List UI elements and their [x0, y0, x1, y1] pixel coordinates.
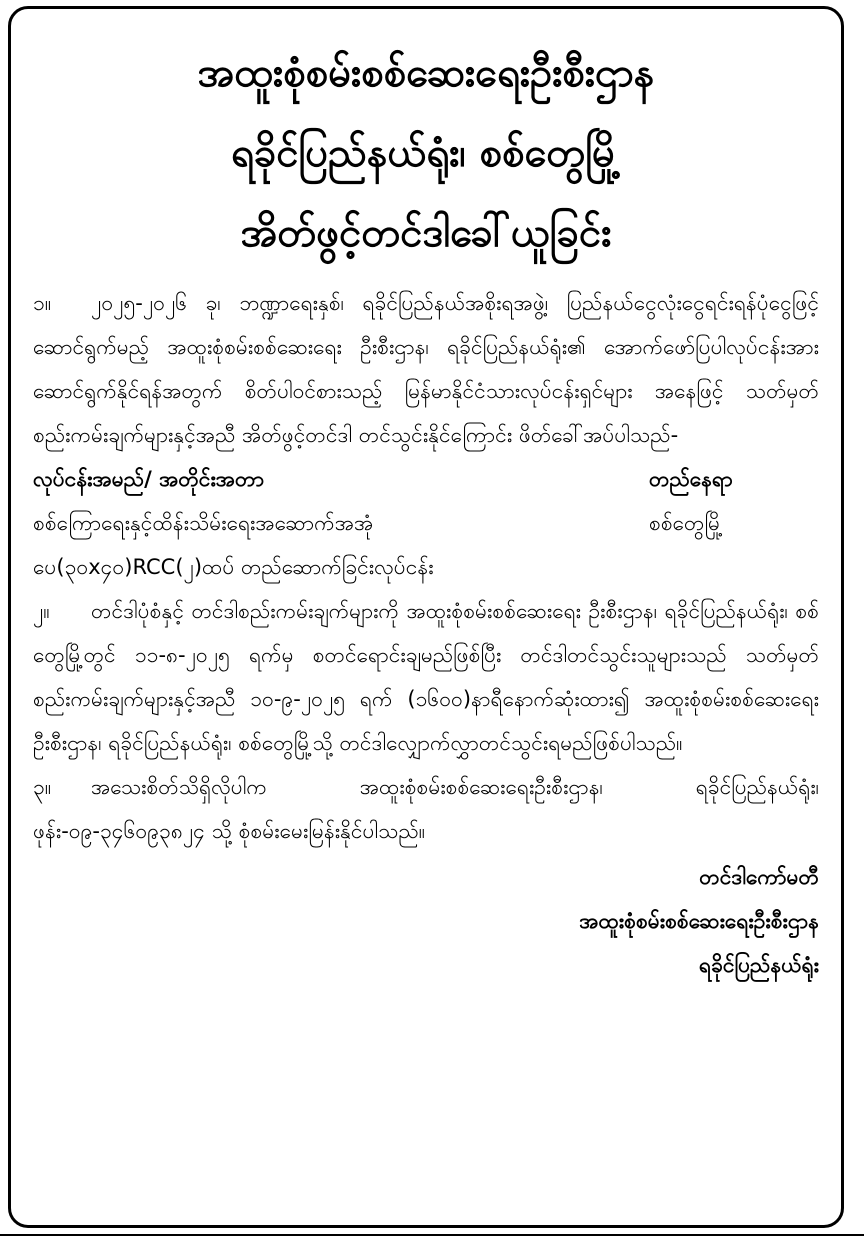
work-table-header: [33, 457, 819, 501]
bottom-divider: [0, 1234, 864, 1236]
paragraph-1-number: ၁။: [33, 291, 52, 315]
paragraph-2-number: ၂။: [33, 599, 50, 623]
notice-body: [33, 281, 819, 987]
paragraph-1: [33, 281, 819, 457]
notice-headline-line3: အိတ်ဖွင့်တင်ဒါခေါ်ယူခြင်း: [240, 210, 612, 256]
signature-office: ရခိုင်ပြည်နယ်ရုံး: [699, 953, 819, 977]
paragraph-2-text: တင်ဒါပုံစံနှင့် တင်ဒါစည်းကမ်းချက်များကို အထူးစုံစမ်းစစ်ဆေးရေး ဦးစီးဌာန၊ ရခိုင်ပြည်နယ်ရုံး၊ စစ်တွေမြို့တွင် ၁၁-၈-၂၀၂၅ ရက်မှ စတင်ရောင်းချမည်ဖြစ်ပြီး တင်ဒါတင်သွင်းသူများသည် သတ်မှတ်စည်းကမ်းချက်များနှင့်အညီ ၁၀-၉-၂၀၂၅ ရက် (၁၆၀၀)နာရီနောက်ဆုံးထား၍ အထူးစုံစမ်းစစ်ဆေးရေးဦးစီးဌာန၊ ရခိုင်ပြည်နယ်ရုံး၊ စစ်တွေမြို့သို့ တင်ဒါလျှောက်လွှာတင်သွင်းရမည်ဖြစ်ပါသည်။: [33, 599, 819, 755]
work-table-row: [33, 501, 819, 545]
paragraph-2: [33, 589, 819, 765]
work-name-header: လုပ်ငန်းအမည်/ အတိုင်းအတာ: [33, 467, 265, 491]
work-location: စစ်တွေမြို့: [649, 511, 724, 535]
paragraph-3-number: ၃။: [33, 775, 52, 799]
signature-block: [33, 855, 819, 987]
notice-headline-line1: အထူးစုံစမ်းစစ်ဆေးရေးဦးစီးဌာန: [197, 50, 655, 96]
paragraph-3: [33, 765, 819, 853]
work-name-line2: ပေ(၃၀x၄၀)RCC(၂)ထပ် တည်ဆောက်ခြင်းလုပ်ငန်း: [33, 555, 434, 579]
signature-committee: တင်ဒါကော်မတီ: [699, 865, 819, 889]
paragraph-1-text: ၂၀၂၅-၂၀၂၆ ခု၊ ဘဏ္ဍာရေးနှစ်၊ ရခိုင်ပြည်နယ်အစိုးရအဖွဲ့၊ ပြည်နယ်ငွေလုံးငွေရင်းရန်ပုံငွေဖြင့် ဆောင်ရွက်မည့် အထူးစုံစမ်းစစ်ဆေးရေး ဦးစီးဌာန၊ ရခိုင်ပြည်နယ်ရုံး၏ အောက်ဖော်ပြပါလုပ်ငန်းအား ဆောင်ရွက်နိုင်ရန်အတွက် စိတ်ပါဝင်စားသည့် မြန်မာနိုင်ငံသားလုပ်ငန်းရှင်များ အနေဖြင့် သတ်မှတ်စည်းကမ်းချက်များနှင့်အညီ အိတ်ဖွင့်တင်ဒါ တင်သွင်းနိုင်ကြောင်း ဖိတ်ခေါ်အပ်ပါသည်-: [33, 291, 819, 447]
notice-headline-line2: ရခိုင်ပြည်နယ်ရုံး၊ စစ်တွေမြို့: [230, 130, 622, 176]
work-location-header: တည်နေရာ: [649, 467, 733, 491]
signature-department: အထူးစုံစမ်းစစ်ဆေးရေးဦးစီးဌာန: [579, 909, 819, 933]
work-name-line1: စစ်ကြောရေးနှင့်ထိန်းသိမ်းရေးအဆောက်အအုံ: [33, 511, 374, 535]
tender-notice-frame: [8, 6, 844, 1228]
paragraph-3-text: အသေးစိတ်သိရှိလိုပါက အထူးစုံစမ်းစစ်ဆေးရေးဦးစီးဌာန၊ ရခိုင်ပြည်နယ်ရုံး၊ ဖုန်း-၀၉-၃၄၆၀၉၃၈၂၄ သို့ စုံစမ်းမေးမြန်းနိုင်ပါသည်။: [33, 775, 819, 843]
